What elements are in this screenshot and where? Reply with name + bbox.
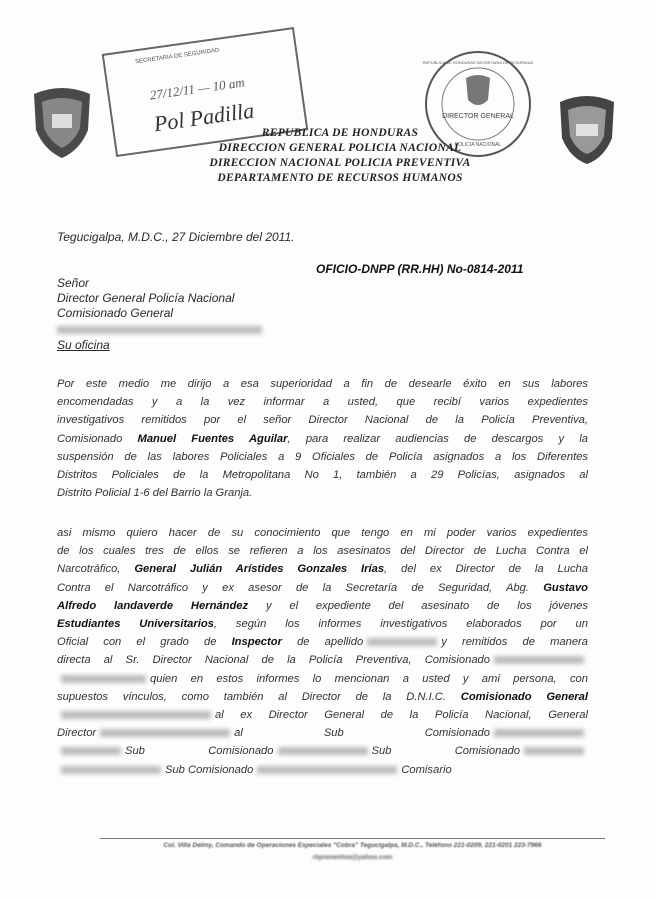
body-text: Comisario [401, 763, 452, 776]
redacted-text [367, 638, 437, 646]
body-text: investigativos remitidos por el señor Director Nacional de la Policía Preventiva, [57, 414, 588, 427]
round-stamp-center: DIRECTOR GENERAL [442, 113, 514, 120]
stamp-org: SECRETARIA DE SEGURIDAD [134, 47, 220, 66]
redacted-text [100, 729, 230, 737]
body-text: Sub Comisionado [125, 745, 274, 758]
body-text: , según los informes investigativos elaborados por un [213, 618, 588, 630]
body-text: Comisionado [57, 432, 138, 445]
stamp-date: 27/12/11 — 10 am [148, 74, 246, 103]
bold-text: Inspector [231, 636, 282, 649]
round-stamp-bottom: POLICIA NACIONAL [454, 142, 502, 148]
body-text: supuestos vínculos, como también al Director de la D.N.I.C. [57, 690, 461, 703]
police-badge-left-icon [28, 86, 96, 160]
body-text: Narcotráfico, [57, 563, 135, 576]
body-text: Distritos Policiales de la Metropolitana No 1, también a 29 Policías, asignados al [57, 469, 588, 481]
addressee-title: Director General Policía Nacional [57, 291, 235, 305]
body-text: suspensión de las labores Policiales a 9 Oficiales de Policía asignados a los Diferentes [57, 450, 588, 463]
footer-email: rhpreventiva@yahoo.com [312, 854, 393, 861]
body-text: , para realizar audiencias de descargos y la [287, 432, 589, 445]
body-text: de apellido [281, 636, 364, 649]
footer-address: Col. Villa Delmy, Comando de Operaciones Especiales "Cobra" Tegucigalpa, M.D.C., Teléfono 221-0209, 221-0201 223-7966 [163, 842, 542, 849]
body-text: al ex Director General de la Policía Nacional, General [215, 709, 588, 721]
stamp-signature: Pol Padilla [152, 97, 256, 137]
body-line [57, 433, 588, 445]
addressee-rank: Comisionado General [57, 306, 174, 320]
body-line [57, 709, 588, 721]
letterhead [150, 126, 530, 186]
bold-text: Manuel Fuentes Aguilar [137, 432, 288, 445]
redacted-text [61, 766, 161, 774]
bold-text: Alfredo landaverde Hernández [57, 599, 249, 612]
redacted-text [61, 747, 121, 755]
bold-text: Gustavo [543, 581, 588, 594]
body-line [57, 764, 588, 776]
body-line [57, 378, 588, 390]
body-text: y el expediente del asesinato de los jóvenes [248, 599, 588, 612]
redacted-text [61, 711, 211, 719]
body-line [57, 654, 588, 666]
body-text: directa al Sr. Director Nacional de la Policía Preventiva, Comisionado [57, 654, 490, 667]
bold-text: Comisionado General [460, 690, 588, 703]
body-line [57, 582, 588, 594]
body-line [57, 545, 588, 557]
redacted-text [278, 747, 368, 755]
letterhead-line: DEPARTAMENTO DE RECURSOS HUMANOS [217, 172, 463, 184]
letterhead-line: DIRECCION GENERAL POLICIA NACIONAL [218, 142, 462, 154]
redacted-text [524, 747, 584, 755]
body-line [57, 396, 588, 408]
body-text: Sub Comisionado [371, 745, 520, 758]
redacted-text [61, 675, 146, 683]
redacted-text [257, 766, 397, 774]
body-text: Sub Comisionado [165, 763, 254, 776]
letterhead-line: DIRECCION NACIONAL POLICIA PREVENTIVA [209, 157, 471, 169]
body-text: Distrito Policial 1-6 del Barrio la Granja. [57, 487, 253, 500]
reference-number: OFICIO-DNPP (RR.HH) No-0814-2011 [316, 262, 524, 276]
body-text: Director [57, 727, 97, 740]
body-line [57, 600, 588, 612]
body-line [57, 451, 588, 463]
bold-text: Estudiantes Universitarios [57, 618, 214, 630]
body-text: Oficial con el grado de [57, 636, 232, 649]
body-text: asi mismo quiero hacer de su conocimiento que tengo en mi poder varios expedientes [57, 527, 588, 539]
bold-text: General Julián Arístides Gonzales Irías [134, 563, 385, 576]
footer-divider [100, 838, 605, 839]
redacted-text [494, 656, 584, 664]
round-stamp-top: REPUBLICA DE HONDURAS SECRETARIA DE SEGURIDAD [422, 60, 534, 65]
addressee-name-redacted [57, 322, 262, 336]
body-line [57, 469, 588, 481]
body-line [57, 527, 588, 539]
body-text: quien en estos informes lo mencionan a usted y ami persona, con [150, 672, 588, 685]
body-line [57, 673, 588, 685]
body-line [57, 414, 588, 426]
body-line [57, 636, 588, 648]
police-badge-right-icon [556, 94, 618, 166]
body-text: y remitidos de manera [441, 636, 588, 649]
addressee-office: Su oficina [57, 338, 110, 352]
body-text: Por este medio me dirijo a esa superioridad a fin de desearle éxito en sus labores [57, 378, 588, 390]
body-line [57, 618, 588, 630]
body-text: , del ex Director de la Lucha [384, 563, 588, 576]
letterhead-line: REPUBLICA DE HONDURAS [261, 127, 419, 139]
body-line [57, 691, 588, 703]
redacted-text [494, 729, 584, 737]
body-text: al Sub Comisionado [234, 727, 490, 740]
body-line [57, 745, 588, 757]
body-line [57, 563, 588, 575]
body-text: de los cuales tres de ellos se refieren a los asesinatos del Director de Lucha Contra el [57, 545, 588, 558]
body-text: encomendadas y a la vez informar a usted, que recibí varios expedientes [57, 396, 588, 409]
addressee-salutation: Señor [57, 276, 90, 290]
body-line [57, 727, 588, 739]
date-line: Tegucigalpa, M.D.C., 27 Diciembre del 2011. [57, 230, 295, 244]
body-text: Contra el Narcotráfico y ex asesor de la Secretaría de Seguridad, Abg. [57, 581, 544, 594]
body-line [57, 487, 588, 499]
